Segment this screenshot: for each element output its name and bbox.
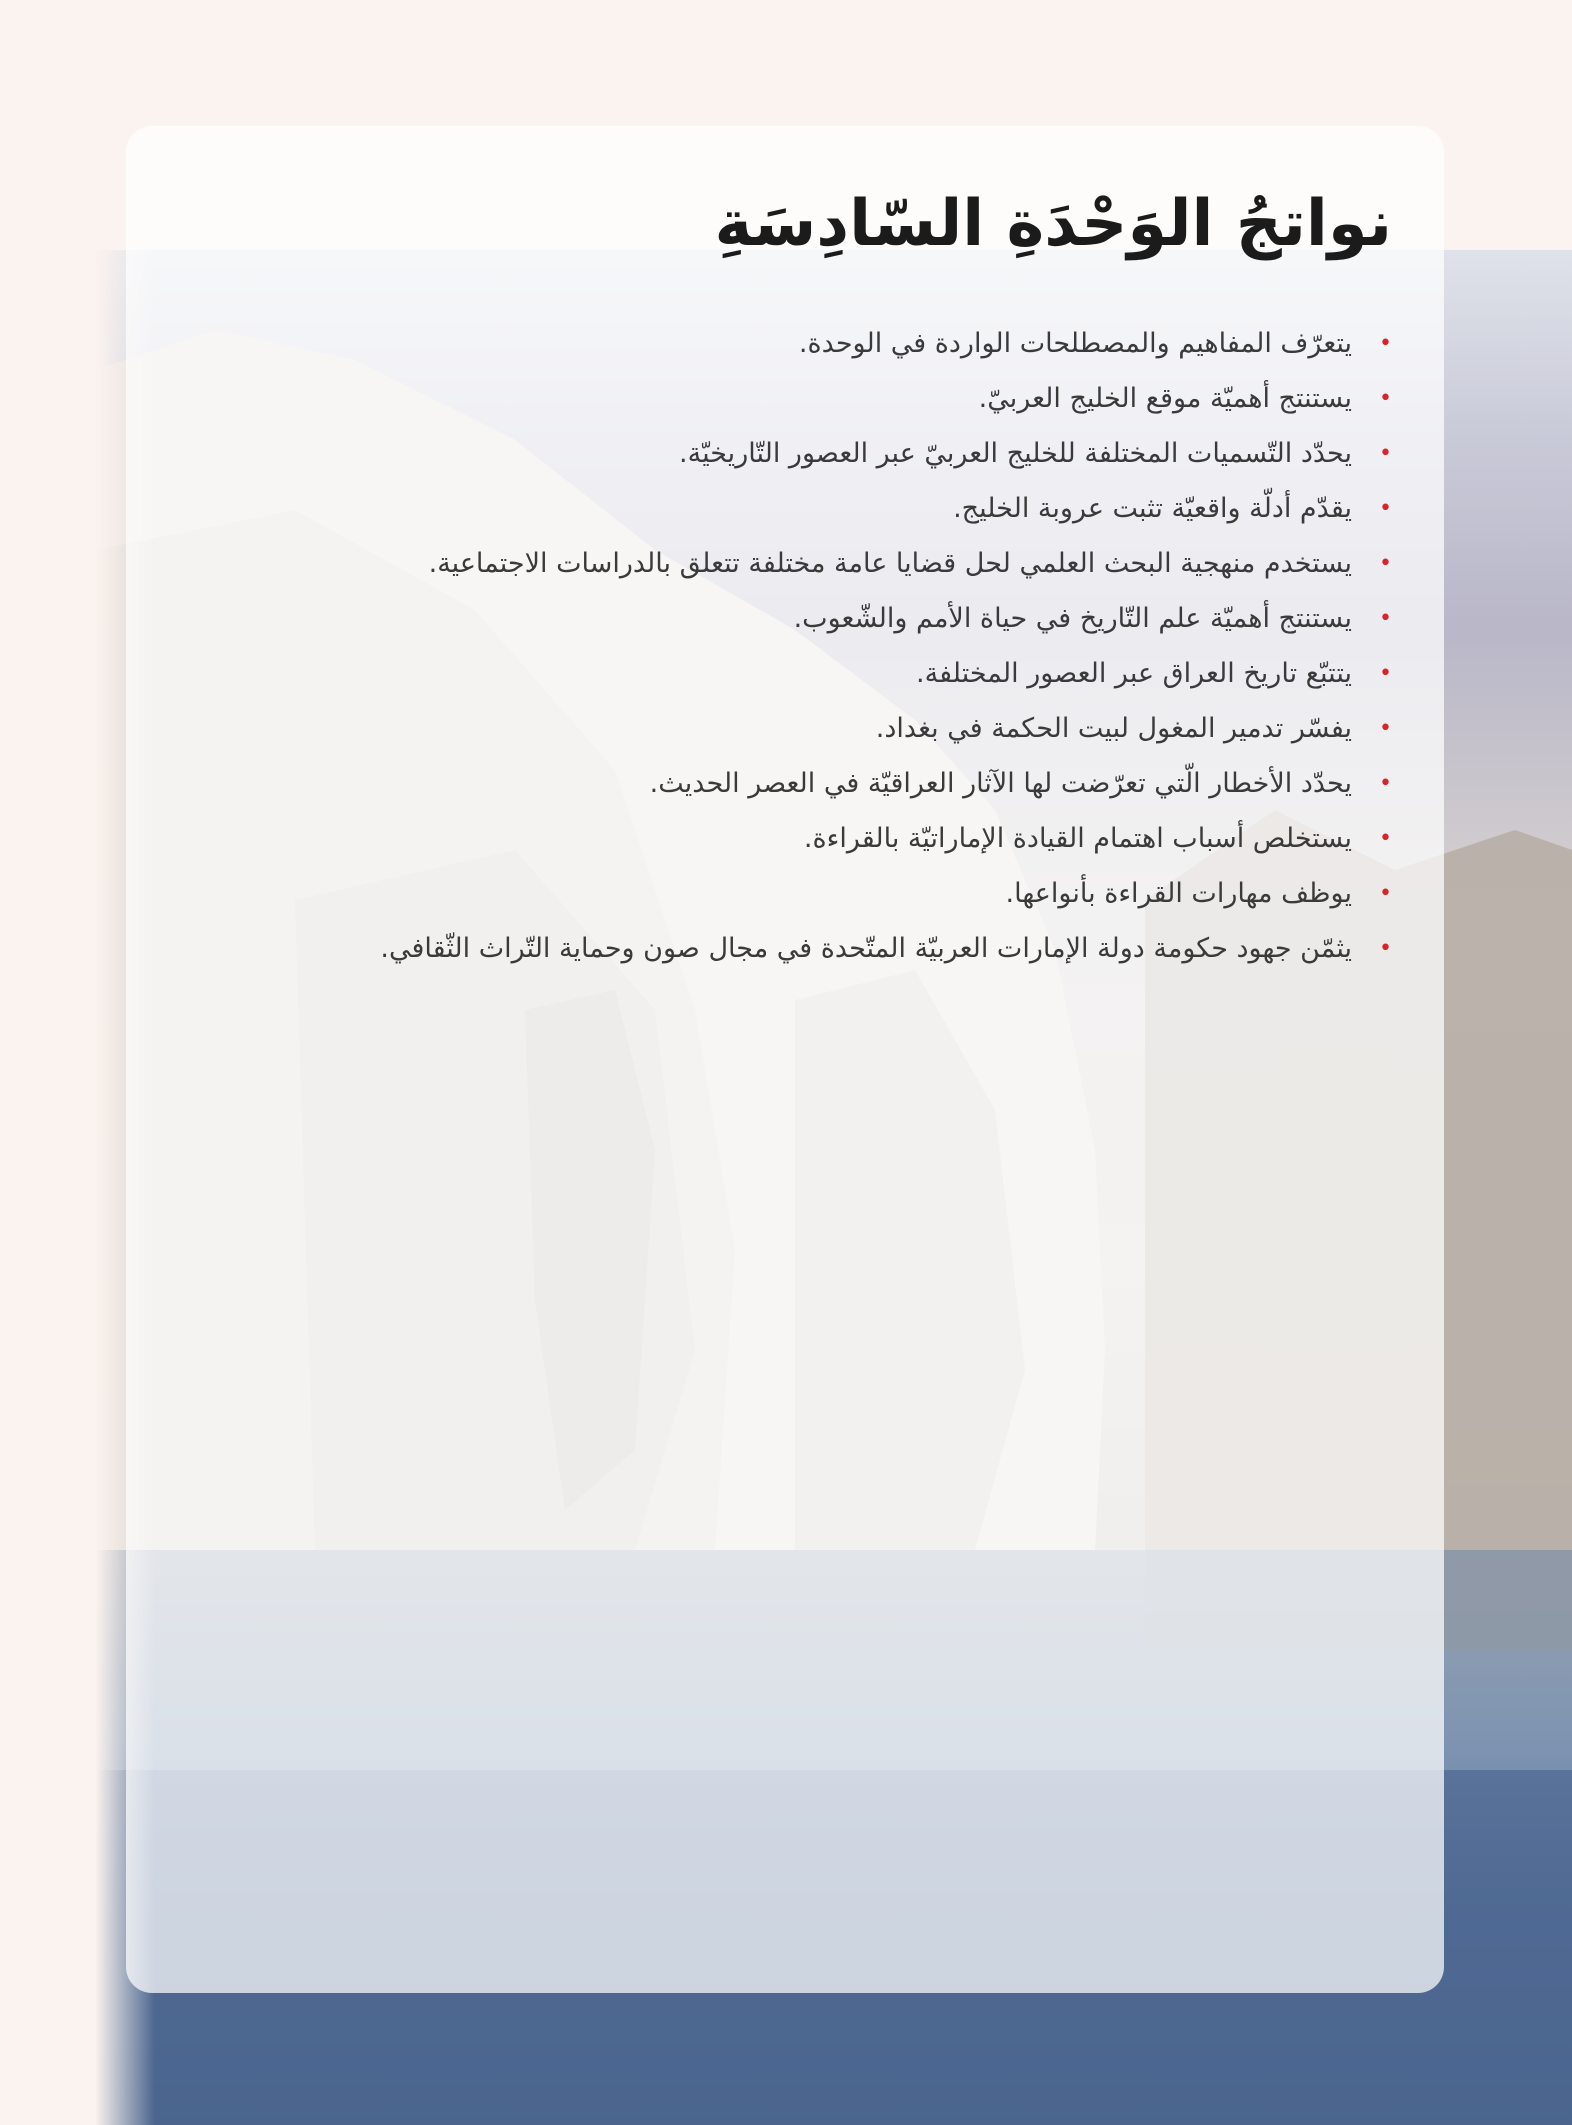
- outcome-text: يستنتج أهميّة موقع الخليج العربيّ.: [978, 383, 1352, 414]
- outcome-text: يثمّن جهود حكومة دولة الإمارات العربيّة المتّحدة في مجال صون وحماية التّراث الثّقافي.: [380, 933, 1352, 964]
- bullet-icon: •: [1379, 716, 1392, 741]
- bullet-icon: •: [1379, 496, 1392, 521]
- bullet-icon: •: [1379, 826, 1392, 851]
- bullet-icon: •: [1379, 606, 1392, 631]
- list-item: [192, 866, 1392, 921]
- list-item: [192, 371, 1392, 426]
- outcome-text: يوظف مهارات القراءة بأنواعها.: [1005, 878, 1352, 909]
- outcomes-card: [126, 126, 1444, 1993]
- bullet-icon: •: [1379, 386, 1392, 411]
- outcomes-list: [192, 316, 1392, 976]
- outcome-text: يفسّر تدمير المغول لبيت الحكمة في بغداد.: [875, 713, 1352, 744]
- bullet-icon: •: [1379, 441, 1392, 466]
- bullet-icon: •: [1379, 551, 1392, 576]
- list-item: [192, 481, 1392, 536]
- outcome-text: يستخلص أسباب اهتمام القيادة الإماراتيّة بالقراءة.: [803, 823, 1352, 854]
- outcome-text: يحدّد الأخطار الّتي تعرّضت لها الآثار العراقيّة في العصر الحديث.: [649, 768, 1352, 799]
- outcome-text: يقدّم أدلّة واقعيّة تثبت عروبة الخليج.: [953, 493, 1352, 524]
- bullet-icon: •: [1379, 936, 1392, 961]
- bullet-icon: •: [1379, 881, 1392, 906]
- list-item: [192, 591, 1392, 646]
- bullet-icon: •: [1379, 771, 1392, 796]
- outcome-text: يتتبّع تاريخ العراق عبر العصور المختلفة.: [916, 658, 1352, 689]
- list-item: [192, 536, 1392, 591]
- list-item: [192, 426, 1392, 481]
- list-item: [192, 316, 1392, 371]
- page-title: نواتجُ الوَحْدَةِ السّادِسَةِ: [714, 187, 1392, 261]
- bullet-icon: •: [1379, 331, 1392, 356]
- outcome-text: يستنتج أهميّة علم التّاريخ في حياة الأمم والشّعوب.: [793, 603, 1352, 634]
- list-item: [192, 921, 1392, 976]
- list-item: [192, 646, 1392, 701]
- outcome-text: يحدّد التّسميات المختلفة للخليج العربيّ عبر العصور التّاريخيّة.: [679, 438, 1352, 469]
- list-item: [192, 701, 1392, 756]
- outcome-text: يتعرّف المفاهيم والمصطلحات الواردة في الوحدة.: [798, 328, 1352, 359]
- outcome-text: يستخدم منهجية البحث العلمي لحل قضايا عامة مختلفة تتعلق بالدراسات الاجتماعية.: [428, 548, 1352, 579]
- list-item: [192, 811, 1392, 866]
- bullet-icon: •: [1379, 661, 1392, 686]
- list-item: [192, 756, 1392, 811]
